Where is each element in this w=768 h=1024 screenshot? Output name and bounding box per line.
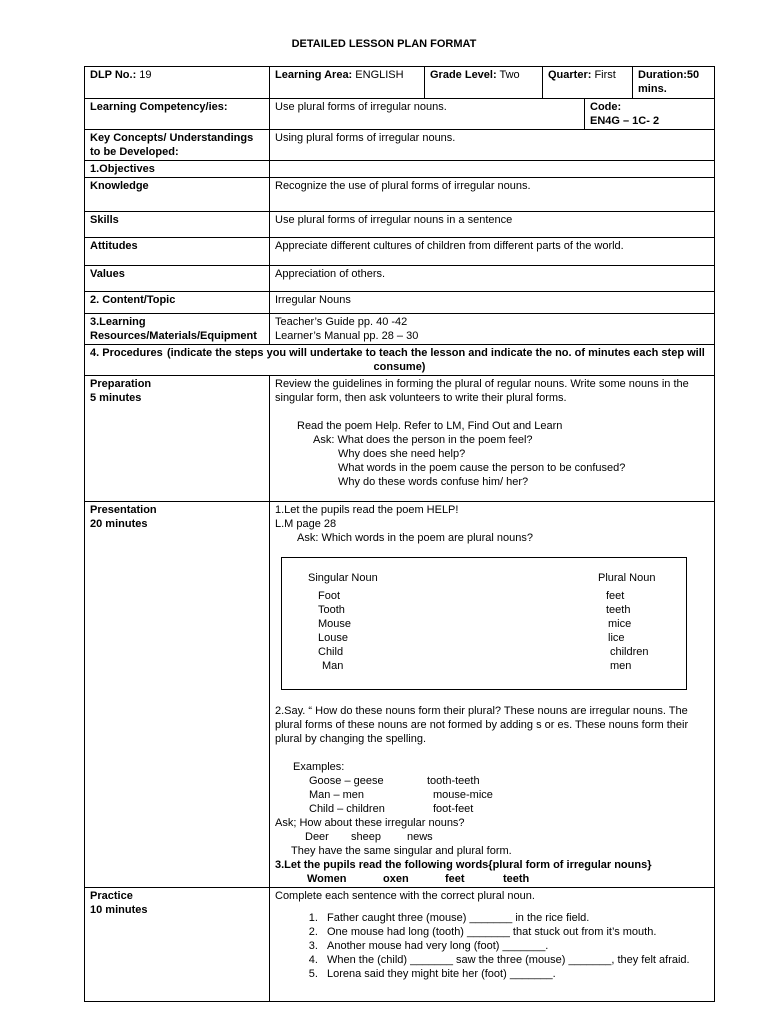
resources-label: 3.Learning Resources/Materials/Equipment — [85, 314, 270, 345]
key-concepts-label: Key Concepts/ Understandings to be Developed: — [85, 130, 270, 161]
presentation-content: 1.Let the pupils read the poem HELP! L.M page 28 Ask: Which words in the poem are plural nouns? Singular Noun Plural Noun Foot feet Tooth teeth Mouse mice Louse lice Child children Man men 2.Say. “ How do these nouns form their plural? These nouns are irregular nouns. The plural forms of these nouns are not formed by adding s or es. These nouns form their plural by changing the spelling. Examples: Goose – geese tooth-teeth Man – men mouse-mice Child – children foot-feet Ask; How about these irregular nouns? Deer sheep news They have the same singular and plural form. 3.Let the pupils read the following words{plural form of irregular nouns} Women oxen feet teeth — [270, 502, 715, 888]
practice-content: Complete each sentence with the correct plural noun. 1. Father caught three (mouse) _______ in the rice field. 2. One mouse had long (tooth) _______ that stuck out from it’s mouth. 3. Another mouse had very long (foot) _______. 4. When the (child) _______ saw the three (mouse) _______, they felt afraid. 5. Lorena said they might bite her (foot) _______. — [270, 888, 715, 1002]
procedures-header: 4. Procedures (indicate the steps you will undertake to teach the lesson and indicate the no. of minutes each step will consume) — [85, 345, 715, 376]
list-item: 4. When the (child) _______ saw the three (mouse) _______, they felt afraid. — [321, 953, 709, 967]
noun-table — [281, 557, 687, 690]
presentation-label: Presentation 20 minutes — [85, 502, 270, 888]
content-label: 2. Content/Topic — [85, 292, 270, 314]
skills-value: Use plural forms of irregular nouns in a sentence — [270, 212, 715, 238]
list-item: 5. Lorena said they might bite her (foot) _______. — [321, 967, 709, 981]
attitudes-row — [85, 238, 715, 266]
objectives-label: 1.Objectives — [85, 161, 270, 178]
learning-area-cell: Learning Area: ENGLISH — [270, 67, 425, 99]
attitudes-label: Attitudes — [85, 238, 270, 266]
values-value: Appreciation of others. — [270, 266, 715, 292]
knowledge-label: Knowledge — [85, 178, 270, 212]
values-row — [85, 266, 715, 292]
noun-row: Tooth teeth — [318, 604, 631, 616]
singular-header: Singular Noun — [308, 572, 378, 584]
competency-label: Learning Competency/ies: — [85, 99, 270, 130]
practice-label: Practice 10 minutes — [85, 888, 270, 1002]
content-value: Irregular Nouns — [270, 292, 715, 314]
practice-list — [275, 911, 709, 981]
list-item: 3. Another mouse had very long (foot) _______. — [321, 939, 709, 953]
practice-row — [85, 888, 715, 1002]
preparation-row — [85, 376, 715, 502]
objectives-row — [85, 161, 715, 178]
resources-value: Teacher’s Guide pp. 40 -42 Learner’s Manual pp. 28 – 30 — [270, 314, 715, 345]
competency-value: Use plural forms of irregular nouns. — [270, 99, 585, 130]
document-title: DETAILED LESSON PLAN FORMAT — [291, 38, 477, 50]
noun-row: Louse lice — [318, 632, 625, 644]
content-row — [85, 292, 715, 314]
lesson-plan-table — [84, 66, 715, 1002]
resources-row — [85, 314, 715, 345]
quarter-cell: Quarter: First — [543, 67, 633, 99]
skills-row — [85, 212, 715, 238]
list-item: 1. Father caught three (mouse) _______ in the rice field. — [321, 911, 709, 925]
header-row — [85, 67, 715, 99]
preparation-label: Preparation 5 minutes — [85, 376, 270, 502]
knowledge-value: Recognize the use of plural forms of irregular nouns. — [270, 178, 715, 212]
noun-row: Child children — [318, 646, 649, 658]
attitudes-value: Appreciate different cultures of children from different parts of the world. — [270, 238, 715, 266]
skills-label: Skills — [85, 212, 270, 238]
procedures-row — [85, 345, 715, 376]
dlp-cell: DLP No.: 19 — [85, 67, 270, 99]
preparation-content: Review the guidelines in forming the plural of regular nouns. Write some nouns in the singular form, then ask volunteers to write their plural forms. Read the poem Help. Refer to LM, Find Out and Learn Ask: What does the person in the poem feel? Why does she need help? What words in the poem cause the person to be confused? Why do these words confuse him/ her? — [270, 376, 715, 502]
noun-row: Man men — [322, 660, 632, 672]
key-concepts-row — [85, 130, 715, 161]
knowledge-row — [85, 178, 715, 212]
grade-level-cell: Grade Level: Two — [425, 67, 543, 99]
values-label: Values — [85, 266, 270, 292]
code-cell: Code: EN4G – 1C- 2 — [585, 99, 715, 130]
noun-row: Mouse mice — [318, 618, 632, 630]
noun-row: Foot feet — [318, 590, 625, 602]
plural-header: Plural Noun — [598, 572, 656, 584]
key-concepts-value: Using plural forms of irregular nouns. — [270, 130, 715, 161]
duration-cell: Duration:50 mins. — [633, 67, 715, 99]
competency-row — [85, 99, 715, 130]
presentation-row — [85, 502, 715, 888]
list-item: 2. One mouse had long (tooth) _______ that stuck out from it’s mouth. — [321, 925, 709, 939]
